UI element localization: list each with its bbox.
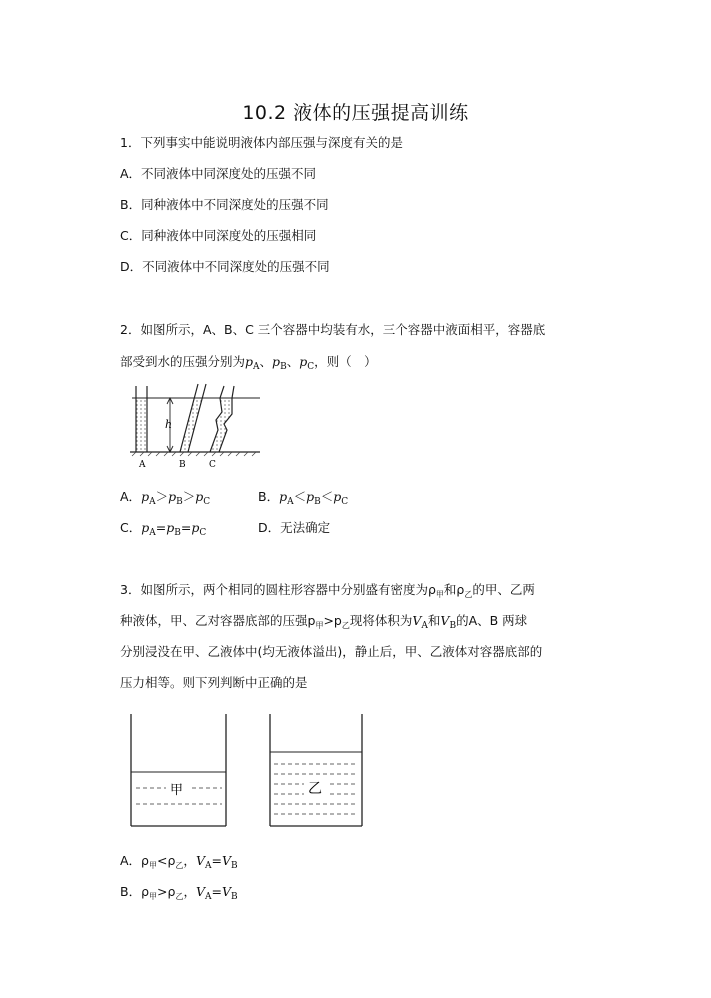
label-b: B <box>179 460 186 470</box>
q2-option-b: B．$p_A<p_B<p_C$ <box>258 489 349 507</box>
q2-option-d: D．无法确定 <box>258 520 331 535</box>
q3-cylinders-figure <box>126 712 366 832</box>
q2-option-c: C．$p_A=p_B=p_C$ <box>120 520 207 538</box>
q1-option-b: B．同种液体中不同深度处的压强不同 <box>120 197 329 212</box>
container-b <box>180 384 206 452</box>
label-a: A <box>139 460 146 470</box>
height-arrow <box>165 398 173 452</box>
container-c <box>210 386 234 452</box>
q2-stem-line1: 2．如图所示，A、B、C 三个容器中均装有水，三个容器中液面相平，容器底 <box>120 322 546 337</box>
q3-option-b: B．$\rho_甲>\rho_乙$，$V_A=V_B$ <box>120 884 238 902</box>
q3-stem-line3: 分别浸没在甲、乙液体中(均无液体溢出)，静止后，甲、乙液体对容器底部的 <box>120 644 543 659</box>
label-yi: 乙 <box>308 781 322 797</box>
container-jia <box>131 714 226 826</box>
q3-stem-line2: 种液体，甲、乙对容器底部的压强$p_甲>p_乙$现将体积为$V_A$和$V_B$的A、B 两球 <box>120 613 528 631</box>
q1-option-a: A．不同液体中同深度处的压强不同 <box>120 166 317 181</box>
q3-stem-line1: 3．如图所示，两个相同的圆柱形容器中分别盛有密度为$\rho_甲$和$\rho_乙$的甲、乙两 <box>120 582 535 599</box>
q1-option-c: C．同种液体中同深度处的压强相同 <box>120 228 317 243</box>
label-c: C <box>209 460 216 470</box>
container-yi <box>270 714 362 826</box>
q2-option-a: A．$p_A>p_B>p_C$ <box>120 489 211 507</box>
container-a <box>136 386 147 452</box>
height-label: h <box>165 418 173 431</box>
q1-option-d: D．不同液体中不同深度处的压强不同 <box>120 259 330 274</box>
page-title: 10.2 液体的压强提高训练 <box>242 102 469 124</box>
q3-option-a: A．$\rho_甲<\rho_乙$，$V_A=V_B$ <box>120 853 238 871</box>
q1-stem: 1．下列事实中能说明液体内部压强与深度有关的是 <box>120 135 403 150</box>
q2-stem-line2: 部受到水的压强分别为$p_A$、$p_B$、$p_C$，则（ ） <box>120 354 377 372</box>
q2-containers-figure <box>128 380 268 472</box>
q3-stem-line4: 压力相等。则下列判断中正确的是 <box>120 675 308 690</box>
label-jia: 甲 <box>170 783 184 798</box>
